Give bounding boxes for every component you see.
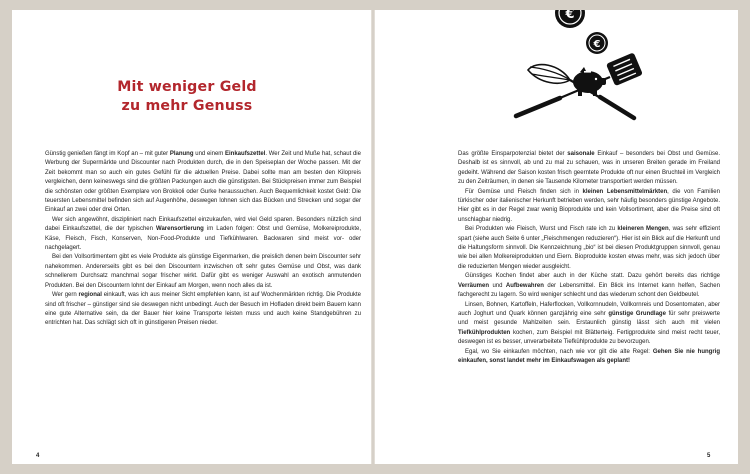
left-paragraph-4: Wer gern regional einkauft, was ich aus meiner Sicht empfehlen kann, ist auf Wochenmärkten richtig. Die Produkte sind oft frischer – günstiger sind sie deswegen nicht unbedingt. Auch der Besuch im Hofladen direkt beim Bauern kann eine gute Alternative sein, da der Bauer hier keine Transporte leisten muss und auch keine Standgebühren zu entrichten hat. Das schlägt sich oft in günstigeren Preisen nieder. xyxy=(45,292,362,327)
right-paragraph-5: Linsen, Bohnen, Kartoffeln, Haferflocken, Vollkornnudeln, Vollkornreis und Dosentomaten, aber auch Joghurt und Quark können ganzjährig eine sehr günstige Grundlage für sehr preiswerte und meist gesunde Mahlzeiten sein. Erstaunlich günstig lässt sich auch mit vielen Tiefkühlprodukten kochen, zum Beispiel mit Blätterteig. Fertigprodukte sind meist recht teuer, deswegen ist es besser, unverarbeitete Tiefkühlprodukte zu bevorzugen. xyxy=(458,301,720,346)
right-page xyxy=(375,10,738,464)
right-paragraph-1: Das größte Einsparpotenzial bietet der saisonale Einkauf – besonders bei Obst und Gemüse. Deshalb ist es sinnvoll, ab und zu mal zu schauen, was in unseren Breiten gerade im Freiland gedeiht. Während der Saison kosten frisch geerntete Produkte oft nur einen Bruchteil im Vergleich zu den Zeiträumen, in denen sie Tausende Kilometer transportiert werden müssen. xyxy=(458,151,720,186)
title-line-1: Mit weniger Geld xyxy=(117,79,257,95)
left-paragraph-3: Bei den Vollsortimentern gibt es viele Produkte als günstige Eigenmarken, die preislich denen beim Discounter sehr nahekommen. Andererseits gibt es bei den Discountern inzwischen oft sehr gutes Gemüse und Obst, was dank schnellerem Durchsatz manchmal sogar frischer wirkt. Dafür gibt es weniger Auswahl an exotisch anmutenden Produkten. Bei den Discountern lohnt der Einkauf am Morgen, wenn noch alles da ist. xyxy=(45,254,361,289)
right-paragraph-2: Für Gemüse und Fleisch finden sich in kleinen Lebensmittelmärkten, die von Familien türkischer oder italienischer Herkunft betrieben werden, sehr häufig besonders günstige Angebote. Hier gibt es in der Regel zwar wenig Bioprodukte und kein Vollsortiment, aber die Preise sind oft unschlagbar niedrig. xyxy=(458,188,720,223)
left-paragraph-1: Günstig genießen fängt im Kopf an – mit guter Planung und einem Einkaufszettel. Wer Zeit und Muße hat, schaut die Werbung der Supermärkte und Discounter nach Produkten durch, die in den Speiseplan der Woche passen. Mit der Zeit bekommt man so auch ein gutes Gefühl für die aktuellen Preise. Dabei sollte man am besten den Kilopreis vergleichen, denn keineswegs sind die größten Packungen auch die günstigsten. Bei Stückpreisen immer zum Beispiel die schönsten oder größten Exemplare von Brokkoli oder Gurke heraussuchen. Auch Bequemlichkeit kostet Geld: Die teuersten Lebensmittel befinden sich auf Augenhöhe, deswegen lohnen sich das Bücken und Strecken und sogar der Einkauf an zwei oder drei Orten. xyxy=(45,151,361,214)
page-title xyxy=(112,78,262,116)
right-paragraph-6: Egal, wo Sie einkaufen möchten, nach wie vor gilt die alte Regel: Gehen Sie nie hungrig einkaufen, sonst landet mehr im Einkaufswagen als geplant! xyxy=(458,348,720,364)
coin-euro-icon xyxy=(555,10,585,28)
coin-euro-icon xyxy=(586,32,608,54)
right-text-column xyxy=(458,150,720,366)
page-number-left: 4 xyxy=(36,453,40,459)
left-paragraph-2: Wer sich angewöhnt, diszipliniert nach Einkaufszettel einzukaufen, wird viel Geld sparen. Besonders nützlich sind dabei Einkaufszettel, die der typischen Warensortierung im Laden folgen: Obst und Gemüse, Molkereiprodukte, Käse, Fleisch, Fisch, Konserven, Non-Food-Produkte und Tiefkühlwaren. Backwaren sind meist vor- oder nachgelagert. xyxy=(45,216,361,252)
right-paragraph-3: Bei Produkten wie Fleisch, Wurst und Fisch rate ich zu kleineren Mengen, was sehr effizient spart (siehe auch Seite 6 unter „Fleischmengen reduzieren“). Hier ist ein Blick auf die Herkunft und die Haltungsform sinnvoll. Die Kennzeichnung „bio“ ist bei diesen Produktgruppen sinnvoll, genau wie bei allen Molkereiprodukten und Eiern. Bioprodukte kosten etwas mehr, was sich jedoch über die reduzierten Mengen wieder ausgleicht. xyxy=(458,226,720,270)
left-page xyxy=(12,10,371,464)
page-number-right: 5 xyxy=(707,453,711,459)
kitchen-money-illustration xyxy=(500,10,660,125)
svg-text:€: € xyxy=(565,10,575,22)
right-paragraph-4: Günstiges Kochen findet aber auch in der Küche statt. Dazu gehört bereits das richtige Verräumen und Aufbewahren der Lebensmittel. Ein Blick ins Internet kann helfen, Sachen fachgerecht zu lagern. So wird weniger schlecht und das wiederum schont den Geldbeutel. xyxy=(458,273,720,299)
left-text-column xyxy=(45,150,361,329)
title-line-2: zu mehr Genuss xyxy=(121,98,253,114)
svg-text:€: € xyxy=(593,39,601,50)
